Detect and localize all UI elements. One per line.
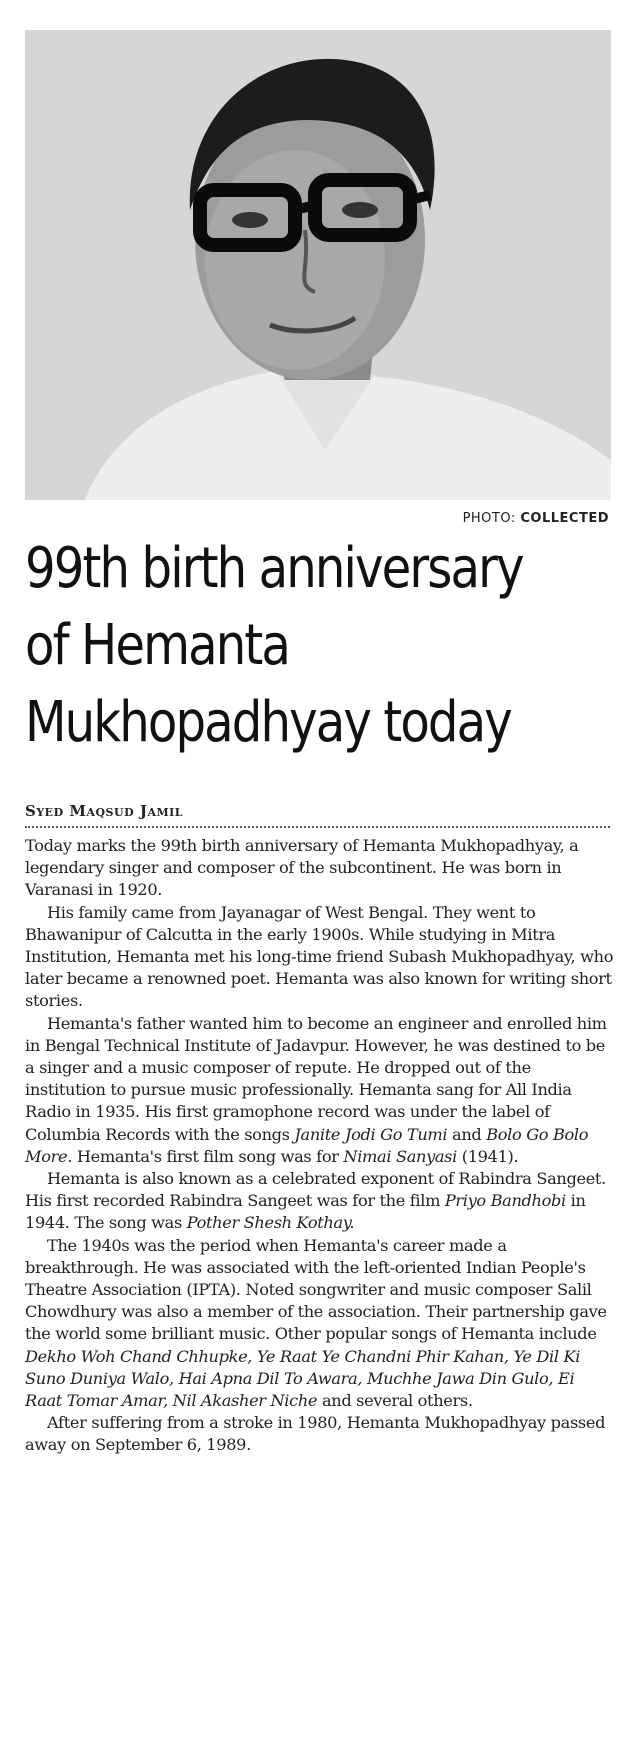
headline xyxy=(25,530,532,761)
song-title: Pother Shesh Kothay. xyxy=(186,1213,355,1233)
portrait-photo xyxy=(25,30,611,500)
paragraph-5 xyxy=(25,1235,615,1413)
headline-line-1: 99th birth anniversary xyxy=(25,536,523,601)
paragraph-5-text-b: and several others. xyxy=(317,1391,473,1411)
paragraph-3-text-c: Hemanta's first film song was for xyxy=(72,1146,344,1166)
portrait-illustration xyxy=(25,30,611,500)
song-title: Bolo Go Bolo More. xyxy=(25,1124,589,1166)
byline-divider xyxy=(25,826,610,828)
paragraph-5-text-a: The 1940s was the period when Hemanta's career made a breakthrough. He was associated with the left-oriented Indian People's Theatre Association (IPTA). Noted songwriter and music composer Salil Chowdhury was also a member of the association. Their partnership gave the world some brilliant music. Other popular songs of Hemanta include xyxy=(25,1235,607,1344)
paragraph-3-text-b: and xyxy=(447,1124,487,1144)
paragraph-6: After suffering from a stroke in 1980, Hemanta Mukhopadhyay passed away on September 6, 1989. xyxy=(25,1413,606,1455)
headline-line-2: of Hemanta xyxy=(25,613,290,678)
song-title: Janite Jodi Go Tumi xyxy=(294,1124,448,1144)
photo-credit xyxy=(463,511,609,526)
song-list: Dekho Woh Chand Chhupke, Ye Raat Ye Chandni Phir Kahan, Ye Dil Ki Suno Duniya Walo, Hai Apna Dil To Awara, Muchhe Jawa Din Gulo, Ei Raat Tomar Amar, Nil Akasher Niche xyxy=(25,1346,581,1411)
paragraph-1: Today marks the 99th birth anniversary of Hemanta Mukhopadhyay, a legendary singer and composer of the subcontinent. He was born in Varanasi in 1920. xyxy=(25,836,579,900)
photo-credit-prefix: PHOTO: xyxy=(462,511,516,526)
film-title: Nimai Sanyasi xyxy=(343,1146,457,1166)
paragraph-4 xyxy=(25,1168,615,1235)
paragraph-4-text-a: Hemanta is also known as a celebrated exponent of Rabindra Sangeet. His first recorded Rabindra Sangeet was for the film xyxy=(25,1169,606,1211)
photo-credit-value: COLLECTED xyxy=(520,511,609,526)
article-body xyxy=(25,835,615,1457)
byline: Syed Maqsud Jamil xyxy=(25,802,184,820)
paragraph-3-text-a: Hemanta's father wanted him to become an engineer and enrolled him in Bengal Technical Institute of Jadavpur. However, he was destined to be a singer and a music composer of repute. He dropped out of the institution to pursue music professionally. Hemanta sang for All India Radio in 1935. His first gramophone record was under the label of Columbia Records with the songs xyxy=(25,1013,607,1144)
film-title: Priyo Bandhobi xyxy=(444,1191,566,1211)
paragraph-3 xyxy=(25,1013,615,1168)
paragraph-4-text-b: in 1944. The song was xyxy=(25,1191,586,1233)
paragraph-2: His family came from Jayanagar of West Bengal. They went to Bhawanipur of Calcutta in the early 1900s. While studying in Mitra Institution, Hemanta met his long-time friend Subash Mukhopadhyay, who later became a renowned poet. Hemanta was also known for writing short stories. xyxy=(25,902,614,1011)
paragraph-3-text-d: (1941). xyxy=(456,1146,519,1166)
headline-line-3: Mukhopadhyay today xyxy=(25,690,511,755)
